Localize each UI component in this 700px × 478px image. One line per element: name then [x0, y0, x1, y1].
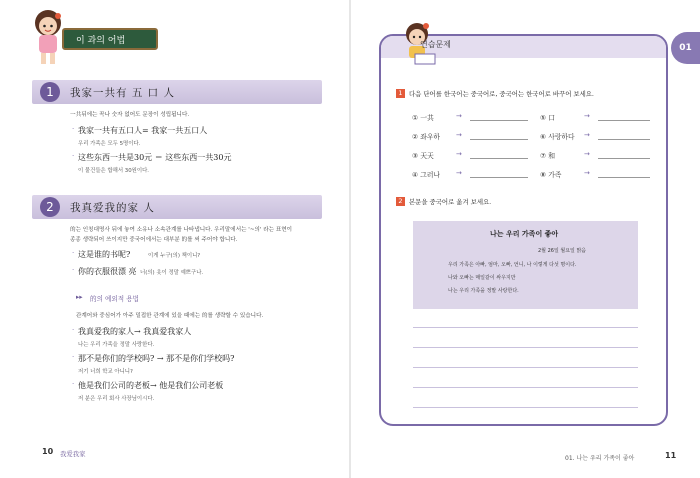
- bullet-icon: ·: [72, 380, 75, 388]
- arrow-right-icon: →: [456, 150, 462, 158]
- arrow-right-icon: →: [456, 112, 462, 120]
- section-1-example-2-cn: 这些东西一共是30元 ＝ 这些东西一共30元: [78, 153, 232, 162]
- vocab-item-3: ③ 天天: [412, 152, 434, 160]
- practice-title: 연습문제: [420, 40, 451, 49]
- question-2-instruction: 본문을 중국어로 옮겨 보세요.: [409, 198, 492, 206]
- section-2-example-1-cn: 这是谁的书呢?: [78, 250, 131, 259]
- section-2-title: 我真爱我的家 人: [70, 202, 155, 214]
- section-1-header: [32, 80, 322, 104]
- section-1-example-1-ko: 우리 가족은 모두 5명이다.: [78, 141, 141, 147]
- right-page-number: 11: [665, 451, 677, 460]
- bullet-icon: ·: [72, 353, 75, 361]
- bullet-icon: ·: [72, 326, 75, 334]
- writing-line[interactable]: [413, 367, 638, 368]
- section-2-example-4-cn: 那不是你们的学校吗? → 那不是你们学校吗?: [78, 354, 235, 363]
- arrow-right-icon: →: [584, 150, 590, 158]
- writing-line[interactable]: [413, 387, 638, 388]
- section-2-example-1-ko: 이게 누구(의) 책이니?: [148, 253, 201, 259]
- answer-line-6[interactable]: [598, 139, 650, 140]
- answer-line-1[interactable]: [470, 120, 528, 121]
- passage-date: 2월 26일 월요일 맑음: [538, 248, 587, 254]
- section-2-example-4-ko: 저기 너희 학교 아니니?: [78, 369, 133, 375]
- passage-line-1: 우리 가족은 아빠, 엄마, 오빠, 언니, 나 이렇게 다섯 명이다.: [448, 262, 577, 268]
- section-2-example-5-ko: 저 분은 우리 회사 사장님이시다.: [78, 396, 155, 402]
- answer-line-2[interactable]: [470, 139, 528, 140]
- vocab-item-6: ⑥ 사랑하다: [540, 133, 575, 141]
- vocab-item-8: ⑧ 가족: [540, 171, 562, 179]
- section-2-example-2-cn: 你的衣服很漂 亮: [78, 267, 137, 276]
- bullet-icon: ·: [72, 249, 75, 257]
- vocab-item-2: ② 좌우하: [412, 133, 440, 141]
- passage-line-2: 나와 오빠는 매일같이 싸우지만: [448, 275, 516, 281]
- section-2-intro-line-1: 的는 인칭대명사 뒤에 놓여 소유나 소속관계를 나타냅니다. 우리말에서는 '~의' 라는 표현이: [70, 227, 293, 233]
- answer-line-7[interactable]: [598, 158, 650, 159]
- arrow-right-icon: →: [456, 169, 462, 177]
- answer-line-8[interactable]: [598, 177, 650, 178]
- vocab-item-1: ① 一共: [412, 114, 434, 122]
- passage-line-3: 나는 우리 가족을 정말 사랑한다.: [448, 288, 519, 294]
- section-2-example-2-ko: 너(의) 옷이 정말 예쁘구나.: [140, 270, 204, 276]
- section-2-example-5-cn: 他是我们公司的老板→ 他是我们公司老板: [78, 381, 224, 390]
- lesson-grammar-board: 이 과의 어법: [62, 28, 158, 50]
- answer-line-3[interactable]: [470, 158, 528, 159]
- answer-line-4[interactable]: [470, 177, 528, 178]
- sub-heading-exception: 的의 예외적 용법: [90, 295, 140, 303]
- writing-line[interactable]: [413, 407, 638, 408]
- section-2-header: [32, 195, 322, 219]
- writing-line[interactable]: [413, 347, 638, 348]
- bullet-icon: ·: [72, 152, 75, 160]
- section-2-number: 2: [40, 197, 60, 217]
- left-page-number: 10: [42, 447, 54, 456]
- question-2-number: 2: [396, 197, 405, 206]
- right-footer-title: 01. 나는 우리 가족이 좋아: [565, 455, 635, 462]
- section-1-example-2-ko: 이 물건들은 합해서 30원이다.: [78, 168, 149, 174]
- vocab-item-7: ⑦ 和: [540, 152, 556, 160]
- section-1-example-1-cn: 我家一共有五口人= 我家一共五口人: [78, 126, 208, 135]
- arrow-right-icon: →: [584, 169, 590, 177]
- answer-line-5[interactable]: [598, 120, 650, 121]
- left-footer-title: 我爱我家: [60, 450, 86, 458]
- vocab-item-4: ④ 그러나: [412, 171, 440, 179]
- bullet-icon: ·: [72, 266, 75, 274]
- sub-intro: 관계어와 중심어가 아주 밀접한 관계에 있을 때에는 的를 생략할 수 있습니다.: [76, 313, 264, 319]
- section-1-intro: 一共뒤에는 꼭나 숫자 없어도 문장이 성립됩니다.: [70, 112, 190, 118]
- section-1-number: 1: [40, 82, 60, 102]
- page-spread-divider: [349, 0, 351, 478]
- passage-title: 나는 우리 가족이 좋아: [490, 230, 559, 238]
- section-2-example-3-ko: 나는 우리 가족을 정말 사랑한다.: [78, 342, 155, 348]
- chapter-tab-01: 01: [671, 32, 700, 64]
- arrow-right-icon: →: [584, 112, 590, 120]
- arrow-right-icon: →: [584, 131, 590, 139]
- writing-line[interactable]: [413, 327, 638, 328]
- question-1-instruction: 다음 단어를 한국어는 중국어로, 중국어는 한국어로 바꾸어 보세요.: [409, 90, 594, 98]
- vocab-item-5: ⑤ 口: [540, 114, 556, 122]
- section-2-example-3-cn: 我真爱我的家人→ 我真爱我家人: [78, 327, 192, 336]
- question-1-number: 1: [396, 89, 405, 98]
- section-2-intro-line-2: 종종 생략되어 쓰이지만 중국어에서는 대부분 的를 써 주어야 합니다.: [70, 237, 238, 243]
- section-1-title: 我家一共有 五 口 人: [70, 87, 176, 99]
- bullet-icon: ·: [72, 125, 75, 133]
- sub-heading-arrow-icon: ▸▸: [76, 293, 83, 301]
- arrow-right-icon: →: [456, 131, 462, 139]
